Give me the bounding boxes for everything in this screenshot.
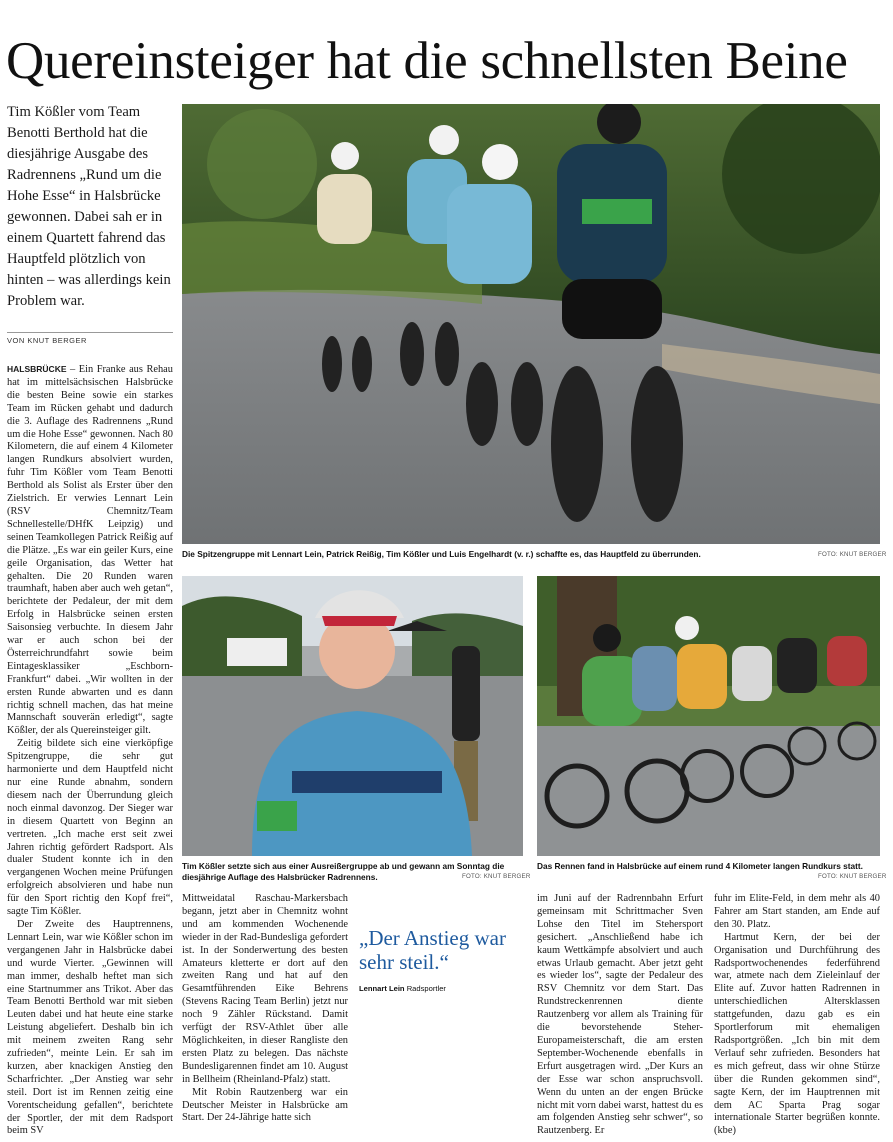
photo-winner-portrait	[182, 576, 523, 856]
paragraph: im Juni auf der Radrennbahn Erfurt gemeinsam mit Schrittmacher Sven Lohse den Titel im Stehersport gesichert. „Anschließend habe ich kaum Wettkämpfe absolviert und auch etwas Urlaub gemacht. Aber jetzt geht es wieder los“, sagte der Pedaleur des RSV Chemnitz vor dem Start. Das Rundstreckenrennen diente Rautzenberg vor allem als Training für die bevorstehende Steher-Europameisterschaft, die am ersten September-Wochenende ebenfalls in Erfurt ausgetragen wird. „Der Kurs an der Esse war schon anspruchsvoll. Wenn du unten an der engen Brücke nicht mit vorn dabei warst, hattest du es am folgenden Anstieg sehr schwer“, so Rautzenberg. Er	[537, 893, 703, 1137]
headline: Quereinsteiger hat die schnellsten Beine	[6, 32, 848, 90]
pull-quote-source: Lennart Lein Radsportler	[359, 984, 446, 993]
article-column-3	[537, 893, 703, 1138]
paragraph: Der Zweite des Hauptrennens, Lennart Lein, war wie Kößler schon im vergangenen Jahr in Halsbrücke dabei und wurde Vierter. „Gewinnen will man immer, deshalb heftet man sich eine Startnummer ans Trikot. Aber das Team Benotti Berthold war mit sieben Leuten dabei und hat heute eine starke Leistung abgeliefert. Deshalb bin ich mit meinem zweiten Rang sehr zufrieden“, meinte Lein. Er sah im kurzen, aber knackigen Anstieg den Scharfrichter. „Der Anstieg war sehr steil. Dort ist im Rennen zeitig eine Vorentscheidung gefallen“, berichtete der Sportler, der mit dem Radsport beim SV	[7, 918, 173, 1137]
teaser: Tim Kößler vom Team Benotti Berthold hat die diesjährige Ausgabe des Radrennens „Rund um die Hohe Esse“ in Halsbrücke gewonnen. Dabei sah er in einem Quartett fahrend das Hauptfeld plötzlich von hinten – was allerdings kein Problem war.	[7, 104, 171, 309]
photo-credit: FOTO: KNUT BERGER	[818, 873, 887, 880]
pull-quote: „Der Anstieg war sehr steil.“	[359, 926, 506, 974]
photo-peloton	[537, 576, 880, 856]
photo-leading-group	[182, 104, 880, 544]
photo-leading-group-caption: Die Spitzengruppe mit Lennart Lein, Patrick Reißig, Tim Kößler und Luis Engelhardt (v. r.) schaffte es, das Hauptfeld zu überrunden.	[182, 549, 701, 559]
photo-winner-portrait-caption: Tim Kößler setzte sich aus einer Ausreißergruppe ab und gewann am Sonntag die diesjährige Auflage des Halsbrücker Radrennens.	[182, 861, 505, 882]
paragraph: HALSBRÜCKE – Ein Franke aus Rehau hat im mittelsächsischen Halsbrücke die besten Beine sowie ein starkes Team im Rücken gehabt und dadurch die 3. Auflage des Radrennens „Rund um die Hohe Esse“ gewonnen. Nach 80 Kilometern, die auf einem 4 Kilometer langen Rundkurs absolviert wurden, fuhr Tim Kößler vom Team Benotti Berthold als Solist als Erster über den Zielstrich. Er verwies Lennart Lein (RSV Chemnitz/Team Schnellestelle/DHfK Leipzig) und seinen Teamkollegen Patrick Reißig auf die Plätze. „Es war ein geiler Kurs, eine geile Organisation, das Wetter hat gehalten. Die 20 Runden waren traumhaft, haben aber auch weh getan“, berichtete der Pedaleur, der mit dem Erfolg in Halsbrücke seinen ersten Saisonsieg verbuchte. In diesem Jahr war er auch schon bei der Österreichrundfahrt sowie beim Eintagesklassiker „Eschborn-Frankfurt“ dabei. „Wir wollten in der ersten Runde abwarten und es dann richtig schnell machen, das hat meine Mannschaft souverän erledigt“, sagte Kößler, der als Quereinsteiger gilt.	[7, 364, 173, 737]
photo-credit: FOTO: KNUT BERGER	[818, 551, 887, 558]
byline: VON KNUT BERGER	[7, 332, 173, 345]
dateline: HALSBRÜCKE	[7, 364, 67, 374]
article-column-4	[714, 893, 880, 1138]
paragraph: fuhr im Elite-Feld, in dem mehr als 40 Fahrer am Start standen, am Ende auf den 30. Platz.	[714, 893, 880, 930]
photo-credit: FOTO: KNUT BERGER	[462, 873, 531, 880]
photo-peloton-caption: Das Rennen fand in Halsbrücke auf einem rund 4 Kilometer langen Rundkurs statt.	[537, 861, 863, 871]
article-column-1	[7, 363, 173, 1138]
paragraph: Hartmut Kern, der bei der Organisation und Durchführung des Radsportwochenendes federführend war, atmete nach dem Zieleinlauf der Elite auf. Zuvor hatten Radrennen in unterschiedlichen Altersklassen stattgefunden, dazu gab es ein Sportlerforum mit ehemaligen Radsportgrößen. „Ich bin mit dem Verlauf sehr zufrieden. Besonders hat es mich gefreut, dass wir ohne Stürze über die Runden gekommen sind“, sagte Kern, der im Hauptrennen mit dem AC Sparta Prag sogar internationale Starter begrüßen konnte. (kbe)	[714, 931, 880, 1137]
paragraph: Zeitig bildete sich eine vierköpfige Spitzengruppe, die sehr gut harmonierte und dem Hauptfeld nicht nur eine Runde abnahm, sondern diesem nach der Überrundung gleich noch einmal davonzog. Der Sieger war in diesem Quartett von Beginn an vertreten. „Ich mache erst seit zwei Jahren richtig gefördert Radsport. Als dualer Student konnte ich in den vergangenen Wochen meine Prüfungen erfolgreich absolvieren und habe nun für den Sport richtig den Kopf frei“, sagte Tim Kößler.	[7, 738, 173, 918]
article-column-2	[182, 893, 348, 1125]
paragraph: Mittweidatal Raschau-Markersbach begann, jetzt aber in Chemnitz wohnt und am kommenden Wochenende wieder in der Rad-Bundesliga gefordert ist. In der Sonderwertung des besten Amateurs kletterte er dort auf den zweiten Rang und hat auf den Gesamtführenden Eike Behrens (Stevens Racing Team Berlin) jetzt nur noch 9 Zähler Rückstand. Damit verfügt der RSV-Athlet über alle Möglichkeiten, in dieser Rangliste den ersten Platz zu belegen. Das nächste Bundesligarennen findet am 10. August in Bellheim (Rheinland-Pfalz) statt.	[182, 893, 348, 1085]
paragraph: Mit Robin Rautzenberg war ein Deutscher Meister in Halsbrücke am Start. Der 24-Jährige hatte sich	[182, 1086, 348, 1124]
